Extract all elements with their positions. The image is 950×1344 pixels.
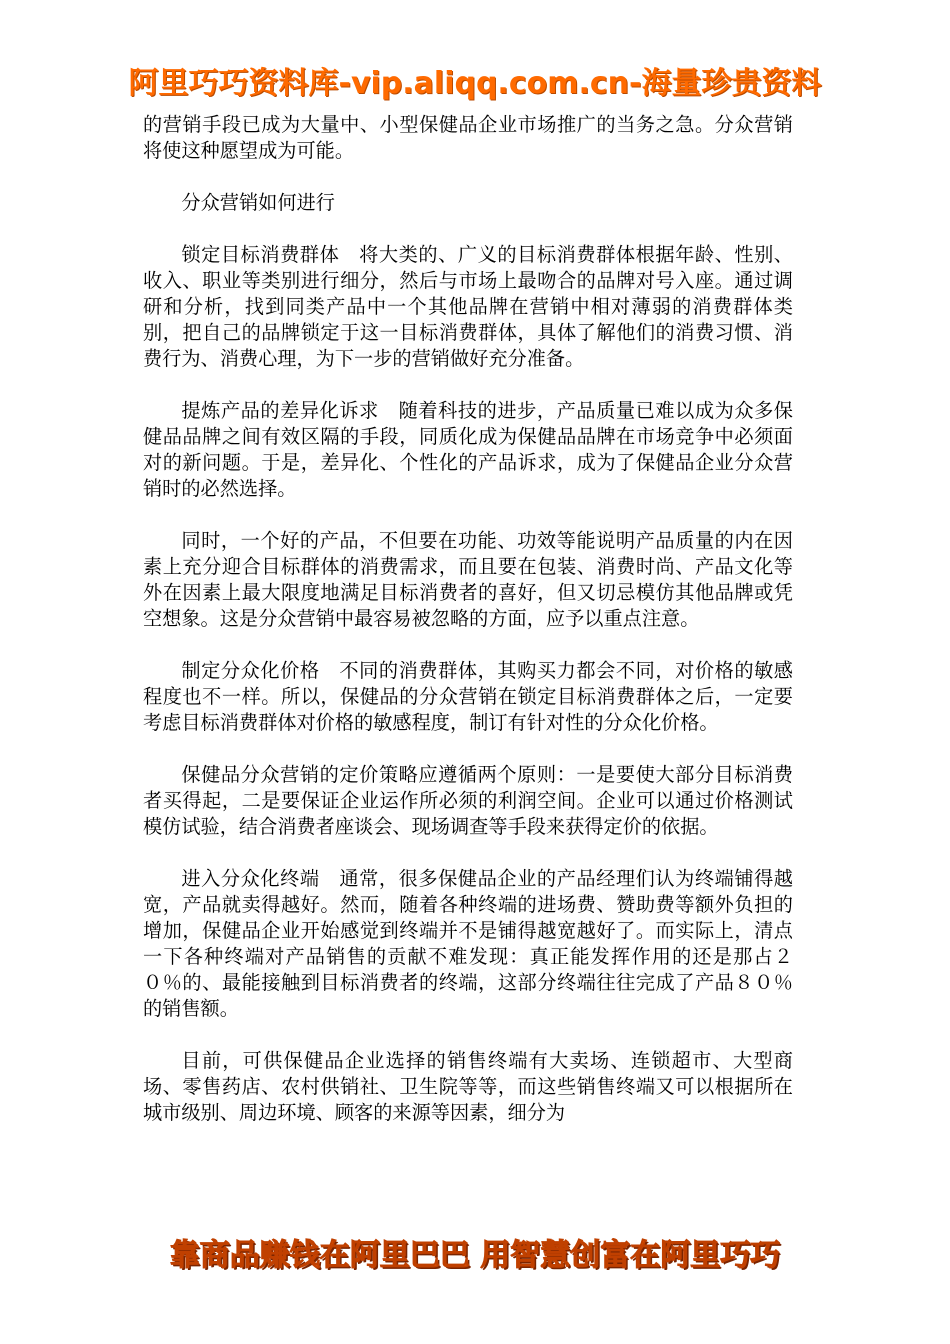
paragraph: 目前，可供保健品企业选择的销售终端有大卖场、连锁超市、大型商场、零售药店、农村供销社、卫生院等等，而这些销售终端又可以根据所在城市级别、周边环境、顾客的来源等因素，细分为 (143, 1049, 793, 1124)
paragraph: 同时，一个好的产品，不但要在功能、功效等能说明产品质量的内在因素上充分迎合目标群体的消费需求，而且要在包装、消费时尚、产品文化等外在因素上最大限度地满足目标消费者的喜好，但又切忌模仿其他品牌或凭空想象。这是分众营销中最容易被忽略的方面，应予以重点注意。 (143, 529, 793, 630)
document-body (143, 112, 793, 1152)
section-heading: 分众营销如何进行 (181, 191, 335, 214)
paragraph: 进入分众化终端 通常，很多保健品企业的产品经理们认为终端铺得越宽，产品就卖得越好。然而，随着各种终端的进场费、赞助费等额外负担的增加，保健品企业开始感觉到终端并不是铺得越宽越好了。而实际上，清点一下各种终端对产品销售的贡献不难发现：真正能发挥作用的还是那占２０％的、最能接触到目标消费者的终端，这部分终端往往完成了产品８０％的销售额。 (143, 867, 793, 1020)
paragraph: 锁定目标消费群体 将大类的、广义的目标消费群体根据年龄、性别、收入、职业等类别进行细分，然后与市场上最吻合的品牌对号入座。通过调研和分析，找到同类产品中一个其他品牌在营销中相对薄弱的消费群体类别，把自己的品牌锁定于这一目标消费群体，具体了解他们的消费习惯、消费行为、消费心理，为下一步的营销做好充分准备。 (143, 243, 793, 370)
paragraph-continuation: 的营销手段已成为大量中、小型保健品企业市场推广的当务之急。分众营销将使这种愿望成为可能。 (143, 113, 793, 162)
paragraph: 提炼产品的差异化诉求 随着科技的进步，产品质量已难以成为众多保健品品牌之间有效区隔的手段，同质化成为保健品品牌在市场竞争中必须面对的新问题。于是，差异化、个性化的产品诉求，成为了保健品企业分众营销时的必然选择。 (143, 399, 793, 500)
footer-banner: 靠商品赚钱在阿里巴巴 用智慧创富在阿里巧巧 (169, 1238, 781, 1273)
paragraph: 保健品分众营销的定价策略应遵循两个原则：一是要使大部分目标消费者买得起，二是要保证企业运作所必须的利润空间。企业可以通过价格测试模仿试验，结合消费者座谈会、现场调查等手段来获得定价的依据。 (143, 763, 793, 838)
header-banner: 阿里巧巧资料库-vip.aliqq.com.cn-海量珍贵资料 (128, 66, 822, 101)
paragraph: 制定分众化价格 不同的消费群体，其购买力都会不同，对价格的敏感程度也不一样。所以，保健品的分众营销在锁定目标消费群体之后，一定要考虑目标消费群体对价格的敏感程度，制订有针对性的分众化价格。 (143, 659, 793, 734)
